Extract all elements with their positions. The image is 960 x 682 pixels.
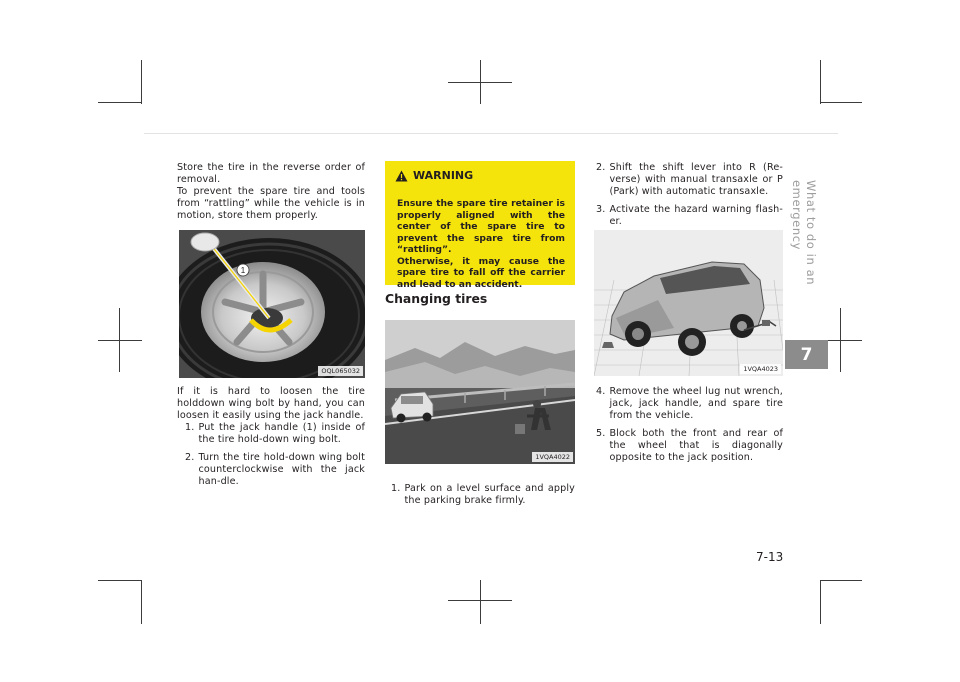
step-text: Park on a level surface and apply the parking brake firmly. bbox=[404, 483, 575, 506]
image-code: OQL065032 bbox=[318, 366, 363, 376]
middle-column-steps bbox=[391, 483, 575, 513]
crop-mark bbox=[828, 340, 862, 341]
crop-mark bbox=[820, 60, 821, 104]
section-title: What to do in an emergency bbox=[790, 180, 818, 286]
list-item bbox=[596, 386, 783, 422]
spare-tire-photo bbox=[179, 230, 365, 378]
warning-text: Ensure the spare tire retainer is properly aligned with the center of the spare tire to prevent the spare tire from “rattling”. Otherwise, it may cause the spare tire to fall off the carrier and lead to an accident. bbox=[397, 198, 565, 290]
car-jack-photo bbox=[594, 230, 783, 376]
list-item bbox=[596, 204, 783, 228]
crop-mark bbox=[820, 102, 862, 103]
step-number: 2. bbox=[185, 452, 195, 463]
header-rule bbox=[144, 133, 838, 134]
warning-title: WARNING bbox=[413, 169, 474, 182]
step-text: Remove the wheel lug nut wrench, jack, jack handle, and spare tire from the vehicle. bbox=[609, 386, 783, 421]
chapter-number: 7 bbox=[800, 344, 813, 365]
left-column-lower bbox=[177, 386, 365, 494]
crop-mark bbox=[98, 340, 142, 341]
right-column-top bbox=[596, 162, 783, 234]
page-number: 7-13 bbox=[756, 550, 784, 564]
list-item bbox=[391, 483, 575, 507]
crop-mark bbox=[448, 82, 512, 83]
step-number: 2. bbox=[596, 162, 606, 173]
crop-mark bbox=[98, 580, 142, 581]
crop-mark bbox=[820, 580, 862, 581]
step-number: 3. bbox=[596, 204, 606, 215]
crop-mark bbox=[98, 102, 142, 103]
step-number: 1. bbox=[391, 483, 401, 494]
warning-header bbox=[395, 169, 473, 182]
left-column bbox=[177, 162, 365, 222]
image-code: 1VQA4022 bbox=[532, 452, 573, 462]
body-text: If it is hard to loosen the tire holddown wing bolt by hand, you can loosen it easily using the jack handle. bbox=[177, 386, 365, 421]
section-heading: Changing tires bbox=[385, 291, 488, 306]
step-text: Turn the tire hold-down wing bolt counterclockwise with the jack han-dle. bbox=[198, 452, 365, 487]
roadside-photo bbox=[385, 320, 575, 464]
step-text: Activate the hazard warning flash-er. bbox=[609, 204, 783, 227]
warning-triangle-icon bbox=[395, 170, 408, 182]
step-number: 1. bbox=[185, 422, 195, 433]
crop-mark bbox=[820, 580, 821, 624]
image-code: 1VQA4023 bbox=[740, 364, 781, 374]
section-sidebar bbox=[790, 180, 820, 340]
crop-mark bbox=[141, 580, 142, 624]
chapter-tab bbox=[785, 340, 828, 369]
step-text: Shift the shift lever into R (Re-verse) with manual transaxle or P (Park) with automatic transaxle. bbox=[609, 162, 783, 197]
crop-mark bbox=[141, 60, 142, 104]
list-item bbox=[596, 162, 783, 198]
step-text: Put the jack handle (1) inside of the tire hold-down wing bolt. bbox=[198, 422, 365, 445]
step-number: 4. bbox=[596, 386, 606, 397]
intro-text: Store the tire in the reverse order of removal. To prevent the spare tire and tools from “rattling” while the vehicle is in motion, store them properly. bbox=[177, 162, 365, 221]
step-text: Block both the front and rear of the wheel that is diagonally opposite to the jack position. bbox=[609, 428, 783, 463]
callout-label: 1 bbox=[240, 266, 246, 275]
crop-mark bbox=[448, 600, 512, 601]
right-column-bottom bbox=[596, 386, 783, 470]
list-item bbox=[185, 422, 365, 446]
list-item bbox=[596, 428, 783, 464]
warning-box bbox=[385, 161, 575, 290]
step-number: 5. bbox=[596, 428, 606, 439]
crop-mark bbox=[480, 580, 481, 624]
list-item bbox=[185, 452, 365, 488]
